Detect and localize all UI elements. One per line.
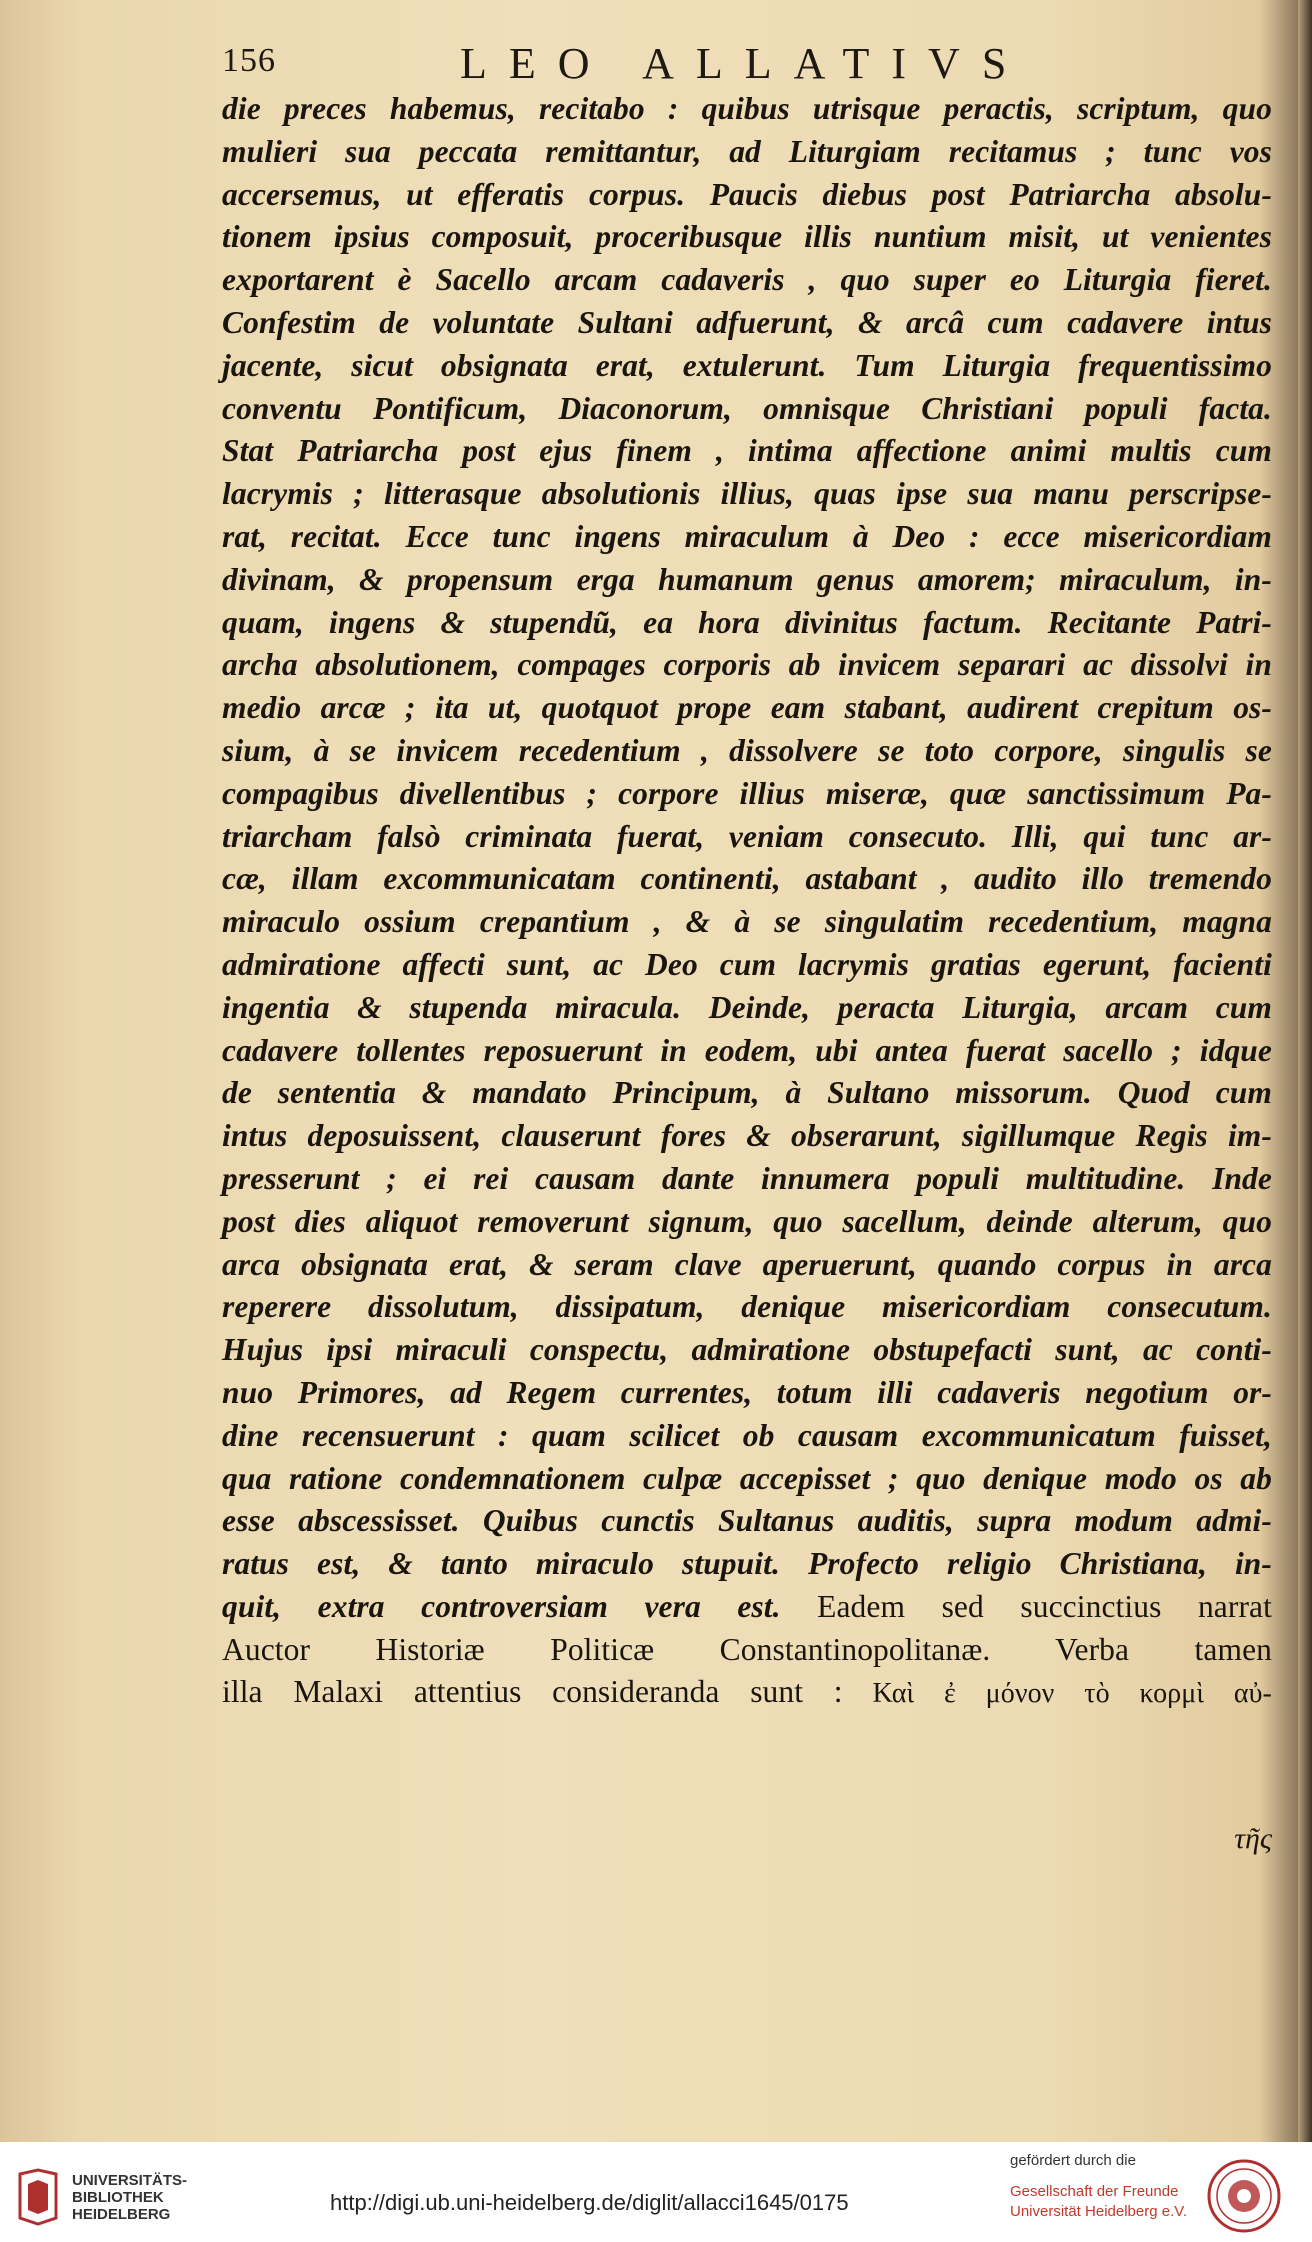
text-line-italic: ratus est, & tanto miraculo stupuit. Profecto religio Christiana, in- — [222, 1546, 1272, 1582]
text-line — [222, 1415, 1272, 1458]
text-line — [222, 1072, 1272, 1115]
text-line-italic: quam, ingens & stupendũ, ea hora divinitus factum. Recitante Patri- — [222, 604, 1272, 640]
university-library-logo-icon — [14, 2168, 62, 2226]
text-line — [222, 1543, 1272, 1586]
text-line — [222, 687, 1272, 730]
text-line — [222, 1201, 1272, 1244]
text-line-italic: lacrymis ; litterasque absolutionis illius, quas ipse sua manu perscripse- — [222, 476, 1272, 512]
running-head: LEO ALLATIVS — [460, 39, 1029, 88]
text-line-italic: qua ratione condemnationem culpæ accepisset ; quo denique modo os ab — [222, 1460, 1272, 1496]
text-line — [222, 1629, 1272, 1672]
text-line-italic: admiratione affecti sunt, ac Deo cum lacrymis gratias egerunt, facienti — [222, 946, 1272, 982]
text-line-italic: medio arcæ ; ita ut, quotquot prope eam stabant, audirent crepitum os- — [222, 690, 1272, 726]
text-line-italic: conventu Pontificum, Diaconorum, omnisque Christiani populi facta. — [222, 390, 1272, 426]
library-name-line: BIBLIOTHEK — [72, 2189, 164, 2206]
sponsor-name — [1010, 2182, 1187, 2222]
text-line-italic: divinam, & propensum erga humanum genus amorem; miraculum, in- — [222, 561, 1272, 597]
text-line — [222, 901, 1272, 944]
text-line-italic: ingentia & stupenda miracula. Deinde, peracta Liturgia, arcam cum — [222, 989, 1272, 1025]
document-url-link[interactable]: http://digi.ub.uni-heidelberg.de/diglit/allacci1645/0175 — [330, 2190, 849, 2215]
text-line — [222, 1158, 1272, 1201]
text-line-italic: accersemus, ut efferatis corpus. Paucis diebus post Patriarcha absolu- — [222, 176, 1272, 212]
text-line-italic: nuo Primores, ad Regem currentes, totum illi cadaveris negotium or- — [222, 1374, 1272, 1410]
text-line — [222, 302, 1272, 345]
text-line — [222, 1244, 1272, 1287]
text-line-italic: cæ, illam excommunicatam continenti, astabant , audito illo tremendo — [222, 861, 1272, 897]
sponsor-label: gefördert durch die — [1010, 2152, 1136, 2169]
text-line — [222, 730, 1272, 773]
library-name — [72, 2172, 187, 2223]
text-line-italic: tionem ipsius composuit, proceribusque illis nuntium misit, ut venientes — [222, 219, 1272, 255]
text-line-roman: illa Malaxi attentius consideranda sunt : — [222, 1674, 843, 1710]
text-line — [222, 345, 1272, 388]
text-line — [222, 131, 1272, 174]
text-line-italic: esse abscessisset. Quibus cunctis Sultanus auditis, supra modum admi- — [222, 1503, 1272, 1539]
text-line — [222, 1115, 1272, 1158]
text-line — [222, 1329, 1272, 1372]
body-text — [222, 88, 1272, 1714]
text-line-italic: quit, extra controversiam vera est. — [222, 1588, 781, 1624]
text-line — [222, 644, 1272, 687]
text-line — [222, 559, 1272, 602]
text-line — [222, 1671, 1272, 1714]
catchword: τῆς — [1234, 1822, 1272, 1855]
text-line — [222, 987, 1272, 1030]
page-number: 156 — [222, 42, 276, 79]
text-line-italic: Confestim de voluntate Sultani adfuerunt, & arcâ cum cadavere intus — [222, 304, 1272, 340]
text-line — [222, 1030, 1272, 1073]
text-line — [222, 430, 1272, 473]
text-line-greek: Καὶ ἐ μόνον τὸ κορμὶ αὐ- — [842, 1678, 1272, 1710]
text-line — [222, 1500, 1272, 1543]
text-line — [222, 473, 1272, 516]
text-line-italic: presserunt ; ei rei causam dante innumera populi multitudine. Inde — [222, 1160, 1272, 1196]
text-line — [222, 1372, 1272, 1415]
text-line — [222, 1586, 1272, 1629]
text-line-italic: triarcham falsò criminata fuerat, veniam consecuto. Illi, qui tunc ar- — [222, 818, 1272, 854]
text-line — [222, 944, 1272, 987]
text-line-italic: jacente, sicut obsignata erat, extulerunt. Tum Liturgia frequentissimo — [222, 347, 1272, 383]
text-line-italic: sium, à se invicem recedentium , dissolvere se toto corpore, singulis se — [222, 732, 1272, 768]
text-line-italic: dine recensuerunt : quam scilicet ob causam excommunicatum fuisset, — [222, 1417, 1272, 1453]
text-line-italic: archa absolutionem, compages corporis ab invicem separari ac dissolvi in — [222, 647, 1272, 683]
text-line — [222, 88, 1272, 131]
sponsor-name-line: Gesellschaft der Freunde — [1010, 2183, 1179, 2200]
text-line-italic: rat, recitat. Ecce tunc ingens miraculum à Deo : ecce misericordiam — [222, 518, 1272, 554]
university-seal-icon — [1206, 2158, 1282, 2234]
text-line — [222, 816, 1272, 859]
text-line — [222, 174, 1272, 217]
text-line-italic: arca obsignata erat, & seram clave aperuerunt, quando corpus in arca — [222, 1246, 1272, 1282]
text-line-italic: mulieri sua peccata remittantur, ad Liturgiam recitamus ; tunc vos — [222, 133, 1272, 169]
text-line — [222, 602, 1272, 645]
text-line-italic: Hujus ipsi miraculi conspectu, admiratione obstupefacti sunt, ac conti- — [222, 1332, 1272, 1368]
text-line — [222, 1286, 1272, 1329]
text-line-italic: compagibus divellentibus ; corpore illius miseræ, quæ sanctissimum Pa- — [222, 775, 1272, 811]
text-line — [222, 858, 1272, 901]
text-line-italic: intus deposuissent, clauserunt fores & obserarunt, sigillumque Regis im- — [222, 1118, 1272, 1154]
text-line — [222, 1458, 1272, 1501]
text-line-italic: cadavere tollentes reposuerunt in eodem, ubi antea fuerat sacello ; idque — [222, 1032, 1272, 1068]
text-line-italic: exportarent è Sacello arcam cadaveris , quo super eo Liturgia fieret. — [222, 262, 1272, 298]
footer-bar — [0, 2142, 1312, 2242]
text-line-italic: miraculo ossium crepantium , & à se singulatim recedentium, magna — [222, 904, 1272, 940]
sponsor-name-line: Universität Heidelberg e.V. — [1010, 2203, 1188, 2220]
text-line — [222, 773, 1272, 816]
text-line-italic: post dies aliquot removerunt signum, quo sacellum, deinde alterum, quo — [222, 1203, 1272, 1239]
text-line-italic: reperere dissolutum, dissipatum, denique misericordiam consecutum. — [222, 1289, 1272, 1325]
text-line — [222, 259, 1272, 302]
text-line — [222, 516, 1272, 559]
text-line — [222, 216, 1272, 259]
library-name-line: HEIDELBERG — [72, 2206, 171, 2223]
text-line-italic: die preces habemus, recitabo : quibus utrisque peractis, scriptum, quo — [222, 91, 1272, 126]
text-line-roman: Auctor Historiæ Politicæ Constantinopolitanæ. Verba tamen — [222, 1631, 1272, 1667]
text-line-italic: Stat Patriarcha post ejus finem , intima affectione animi multis cum — [222, 433, 1272, 469]
library-name-line: UNIVERSITÄTS- — [72, 2172, 188, 2189]
text-line-roman: Eadem sed succinctius narrat — [780, 1588, 1272, 1624]
text-line — [222, 388, 1272, 431]
text-line-italic: de sententia & mandato Principum, à Sultano missorum. Quod cum — [222, 1075, 1272, 1111]
